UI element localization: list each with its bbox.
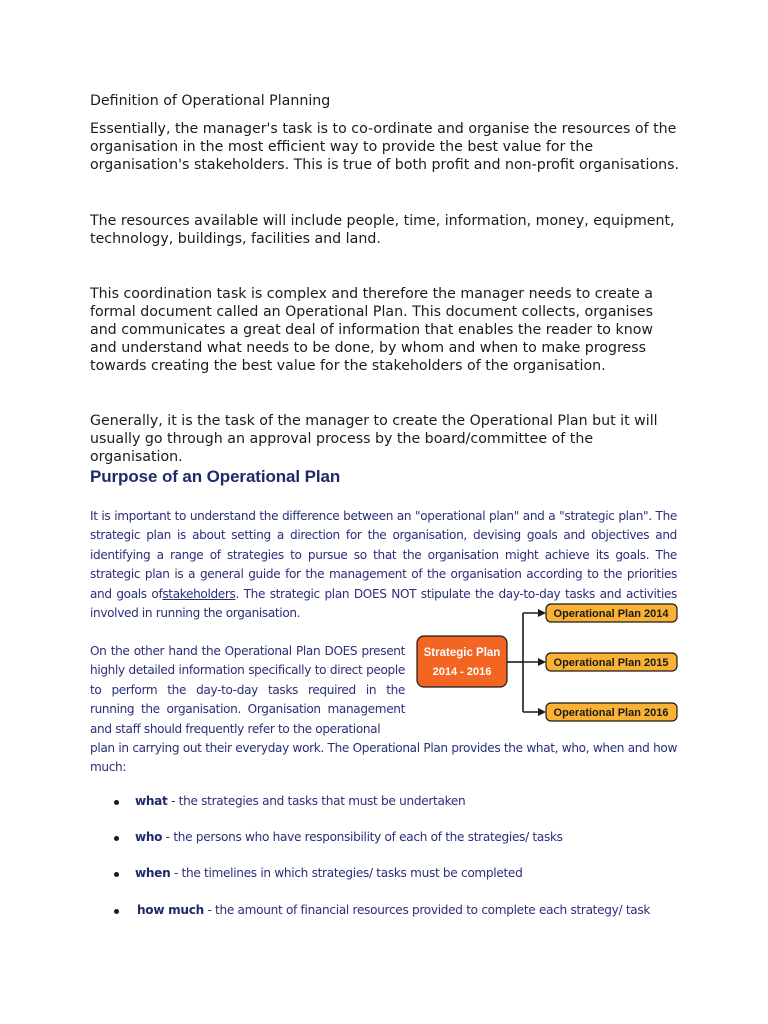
purpose-paragraph-1-text: It is important to understand the difference between an "operational plan" and a "strategic plan". The strategic plan is about setting a direction for the organisation, devising goals and objectives and identifying a range of strategies to pursue so that the organisation might achieve its goals. The strategic plan is a general guide for the management of the organisation according to the priorities and goals of xyxy=(90,509,677,601)
purpose-paragraph-1-tail: . The strategic plan DOES NOT stipulate the day-to-day tasks and activities involved in running the organisation. xyxy=(90,586,677,621)
purpose-paragraph-2-full: plan in carrying out their everyday work. The Operational Plan provides the what, who, when and how much: xyxy=(90,741,677,775)
definition-paragraph-1: Essentially, the manager's task is to co-ordinate and organise the resources of the organisation in the most efficient way to provide the best value for the organisation's stakeholders. This is true of both profit and non-profit organisations. xyxy=(90,121,680,173)
diagram-connectors xyxy=(507,613,540,712)
definition-paragraph-3: This coordination task is complex and therefore the manager needs to create a formal document called an Operational Plan. This document collects, organises and communicates a great deal of information that enables the reader to know and understand what needs to be done, by whom and when to make progress towards creating the best value for the stakeholders of the organisation. xyxy=(90,286,654,374)
definition-paragraph-4: Generally, it is the task of the manager to create the Operational Plan but it will usually go through an approval process by the board/committee of the organisation. xyxy=(90,413,658,465)
definition-title: Definition of Operational Planning xyxy=(90,93,331,109)
operational-plan-2014-label: Operational Plan 2014 xyxy=(553,608,669,620)
operational-plan-2015-label: Operational Plan 2015 xyxy=(553,657,669,669)
bullet-who xyxy=(135,830,563,844)
bullet-term: what xyxy=(135,794,168,808)
bullet-what xyxy=(135,794,465,808)
stakeholders-link[interactable]: stakeholders xyxy=(162,586,236,601)
bullet-dot xyxy=(114,872,119,877)
bullet-dot xyxy=(114,836,119,841)
definition-paragraph-2: The resources available will include people, time, information, money, equipment, technology, buildings, facilities and land. xyxy=(90,213,675,247)
bullet-dot xyxy=(114,800,119,805)
purpose-heading: Purpose of an Operational Plan xyxy=(90,467,341,486)
strategic-plan-years: 2014 - 2016 xyxy=(432,666,492,678)
strategic-operational-diagram xyxy=(410,596,685,728)
diagram-arrowheads xyxy=(538,609,546,716)
operational-plan-2016-label: Operational Plan 2016 xyxy=(553,707,669,719)
bullet-when xyxy=(135,866,522,880)
bullet-term: how much xyxy=(137,903,204,917)
bullet-description: - the persons who have responsibility of each of the strategies/ tasks xyxy=(162,830,563,844)
strategic-plan-title: Strategic Plan xyxy=(423,647,501,659)
bullet-description: - the strategies and tasks that must be undertaken xyxy=(167,794,466,808)
bullet-term: when xyxy=(135,866,171,880)
bullet-dot xyxy=(114,909,119,914)
strategic-plan-box xyxy=(417,636,507,687)
purpose-paragraph-2-side: On the other hand the Operational Plan DOES present highly detailed information specifically to direct people to perform the day-to-day tasks required in the running the organisation. Organisation management and staff should frequently refer to the operational xyxy=(90,644,405,736)
bullet-description: - the amount of financial resources provided to complete each strategy/ task xyxy=(203,903,651,917)
bullet-term: who xyxy=(135,830,163,844)
bullet-description: - the timelines in which strategies/ tasks must be completed xyxy=(170,866,523,880)
bullet-how-much xyxy=(137,903,650,917)
